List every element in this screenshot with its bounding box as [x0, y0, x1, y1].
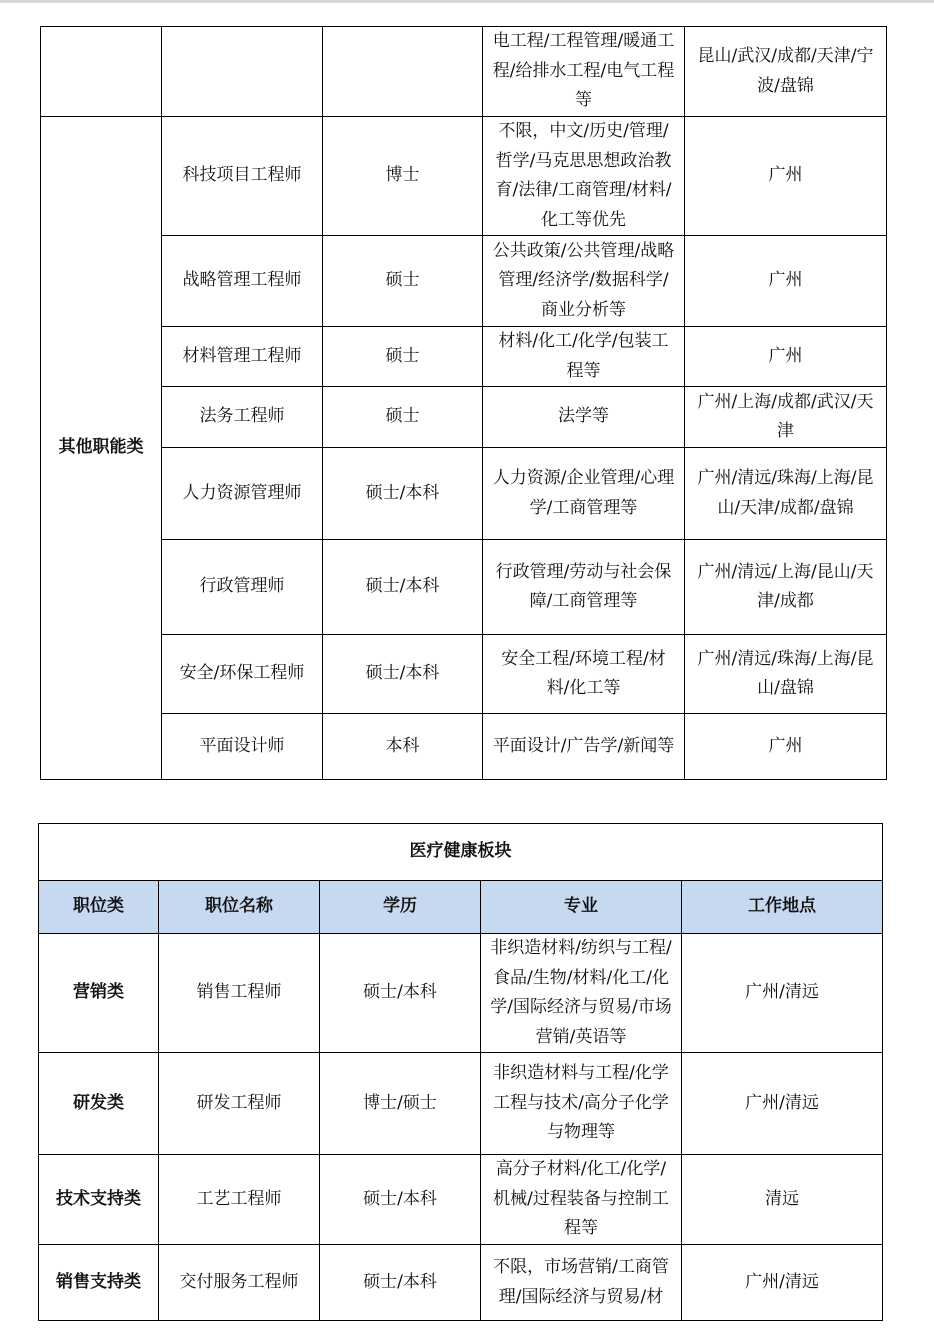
title-cell: 战略管理工程师	[162, 236, 323, 327]
location-cell: 昆山/武汉/成都/天津/宁波/盘锦	[685, 27, 887, 117]
degree-cell: 硕士	[323, 387, 483, 448]
major-cell: 安全工程/环境工程/材料/化工等	[483, 635, 685, 714]
table-row	[39, 1245, 883, 1321]
location-cell: 广州/清远	[682, 1245, 883, 1321]
major-cell: 不限，市场营销/工商管理/国际经济与贸易/材	[481, 1245, 682, 1321]
title-cell: 交付服务工程师	[159, 1245, 320, 1321]
category-cell: 技术支持类	[39, 1155, 159, 1245]
degree-cell: 博士	[323, 117, 483, 236]
section-title: 医疗健康板块	[39, 824, 883, 881]
category-cell: 销售支持类	[39, 1245, 159, 1321]
title-cell: 工艺工程师	[159, 1155, 320, 1245]
degree-cell: 硕士/本科	[323, 540, 483, 635]
major-cell: 非织造材料/纺织与工程/食品/生物/材料/化工/化学/国际经济与贸易/市场营销/英语等	[481, 934, 682, 1053]
major-cell: 法学等	[483, 387, 685, 448]
table-row	[41, 387, 887, 448]
table-row	[41, 540, 887, 635]
table-row	[39, 1155, 883, 1245]
title-cell: 材料管理工程师	[162, 327, 323, 387]
degree-cell	[323, 27, 483, 117]
degree-cell: 硕士/本科	[320, 1245, 481, 1321]
column-header-location: 工作地点	[682, 881, 883, 934]
column-header-major: 专业	[481, 881, 682, 934]
location-cell: 广州/上海/成都/武汉/天津	[685, 387, 887, 448]
location-cell: 广州/清远/珠海/上海/昆山/盘锦	[685, 635, 887, 714]
degree-cell: 硕士	[323, 236, 483, 327]
location-cell: 广州	[685, 714, 887, 780]
column-header-category: 职位类	[39, 881, 159, 934]
title-cell	[162, 27, 323, 117]
degree-cell: 硕士/本科	[320, 934, 481, 1053]
table-row	[41, 117, 887, 236]
major-cell: 材料/化工/化学/包装工程等	[483, 327, 685, 387]
degree-cell: 硕士	[323, 327, 483, 387]
location-cell: 广州/清远	[682, 934, 883, 1053]
major-cell: 行政管理/劳动与社会保障/工商管理等	[483, 540, 685, 635]
location-cell: 广州	[685, 117, 887, 236]
table-row	[41, 27, 887, 117]
major-cell: 电工程/工程管理/暖通工程/给排水工程/电气工程等	[483, 27, 685, 117]
table-row	[41, 448, 887, 540]
location-cell: 广州/清远/上海/昆山/天津/成都	[685, 540, 887, 635]
location-cell: 广州	[685, 236, 887, 327]
job-table-medical-health	[38, 823, 883, 1321]
column-header-degree: 学历	[320, 881, 481, 934]
location-cell: 广州/清远/珠海/上海/昆山/天津/成都/盘锦	[685, 448, 887, 540]
title-cell: 销售工程师	[159, 934, 320, 1053]
category-cell: 研发类	[39, 1053, 159, 1155]
major-cell: 高分子材料/化工/化学/机械/过程装备与控制工程等	[481, 1155, 682, 1245]
table-title-row	[39, 824, 883, 881]
page-cutoff	[0, 1321, 934, 1336]
header-row	[39, 881, 883, 934]
top-divider	[0, 0, 934, 3]
table-row	[41, 236, 887, 327]
major-cell: 公共政策/公共管理/战略管理/经济学/数据科学/商业分析等	[483, 236, 685, 327]
location-cell: 广州/清远	[682, 1053, 883, 1155]
title-cell: 研发工程师	[159, 1053, 320, 1155]
location-cell: 广州	[685, 327, 887, 387]
location-cell: 清远	[682, 1155, 883, 1245]
title-cell: 法务工程师	[162, 387, 323, 448]
major-cell: 不限，中文/历史/管理/哲学/马克思思想政治教育/法律/工商管理/材料/化工等优先	[483, 117, 685, 236]
major-cell: 平面设计/广告学/新闻等	[483, 714, 685, 780]
major-cell: 非织造材料与工程/化学工程与技术/高分子化学与物理等	[481, 1053, 682, 1155]
table-row	[41, 327, 887, 387]
table-row	[41, 635, 887, 714]
degree-cell: 本科	[323, 714, 483, 780]
degree-cell: 硕士/本科	[320, 1155, 481, 1245]
column-header-title: 职位名称	[159, 881, 320, 934]
degree-cell: 硕士/本科	[323, 448, 483, 540]
category-cell: 其他职能类	[41, 117, 162, 780]
table-row	[41, 714, 887, 780]
title-cell: 人力资源管理师	[162, 448, 323, 540]
category-cell	[41, 27, 162, 117]
job-table-other-functions	[40, 26, 887, 780]
degree-cell: 博士/硕士	[320, 1053, 481, 1155]
title-cell: 行政管理师	[162, 540, 323, 635]
table-row	[39, 1053, 883, 1155]
table-row	[39, 934, 883, 1053]
major-cell: 人力资源/企业管理/心理学/工商管理等	[483, 448, 685, 540]
category-cell: 营销类	[39, 934, 159, 1053]
title-cell: 安全/环保工程师	[162, 635, 323, 714]
title-cell: 平面设计师	[162, 714, 323, 780]
degree-cell: 硕士/本科	[323, 635, 483, 714]
title-cell: 科技项目工程师	[162, 117, 323, 236]
